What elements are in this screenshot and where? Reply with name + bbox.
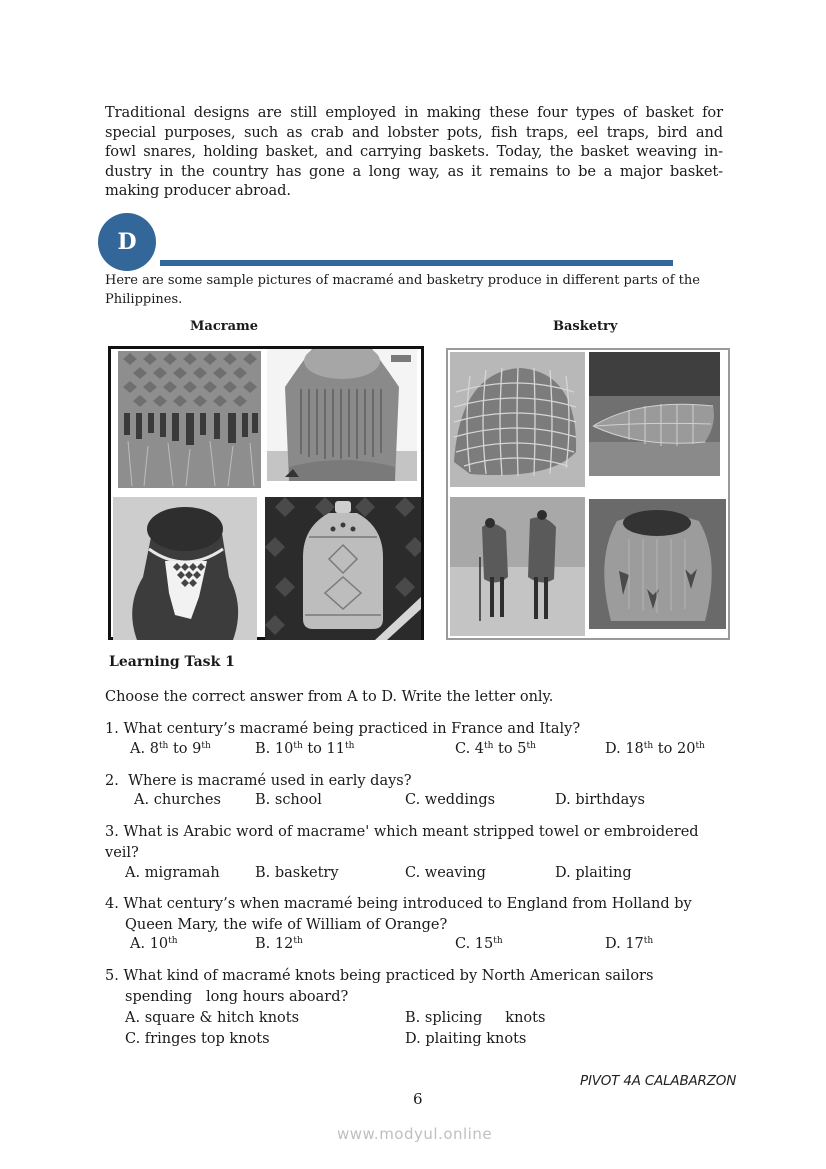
question-2 [105, 771, 412, 792]
option-d [555, 792, 645, 808]
paragraph-line: fowl snares, holding basket, and carrying baskets. Today, the basket weaving in- [105, 143, 723, 161]
ordinal-suffix: th [344, 741, 355, 751]
section-intro: Here are some sample pictures of macramé and basketry produce in different parts of the Philippines. [105, 273, 700, 307]
section-letter-badge [98, 213, 156, 271]
basketry-trap-image [589, 352, 720, 476]
ordinal-suffix: th [643, 936, 654, 946]
option-b [255, 936, 303, 952]
question-1 [105, 719, 580, 740]
option-text: school [274, 792, 322, 808]
option-text: birthdays [575, 792, 645, 808]
option-letter: D. [405, 1031, 421, 1047]
option-b [255, 741, 354, 757]
option-d [605, 936, 653, 952]
paragraph-line: special purposes, such as crab and lobster pots, fish traps, eel traps, bird and [105, 123, 723, 141]
option-text: 15 [474, 936, 494, 952]
option-letter: A. [134, 792, 154, 808]
basketry-dome-image [450, 352, 585, 487]
option-d [405, 1031, 526, 1047]
option-letter: D. [555, 792, 576, 808]
question-text-cont: veil? [105, 845, 139, 861]
question-text-cont: Queen Mary, the wife of William of Orange? [125, 917, 448, 933]
paragraph-line: dustry in the country has gone a long way, as it remains to be a major basket- [105, 162, 723, 180]
option-text: 17 [625, 936, 644, 952]
ordinal-suffix: th [526, 741, 536, 751]
task-instruction: Choose the correct answer from A to D. Write the letter only. [105, 689, 554, 705]
question-number: 2. [105, 773, 119, 789]
option-text: plaiting [575, 865, 632, 881]
paragraph-line: making producer abroad. [105, 182, 291, 200]
question-4 [105, 894, 692, 936]
option-letter: B. [255, 865, 275, 881]
option-a [134, 792, 221, 808]
ordinal-suffix: th [158, 741, 169, 751]
option-text: weddings [424, 792, 496, 808]
question-number: 1. [105, 721, 119, 737]
option-letter: C. [405, 792, 425, 808]
option-c [455, 936, 503, 952]
option-letter: A. [125, 1010, 141, 1026]
option-text: 18 [625, 741, 644, 757]
basketry-photo-pot [589, 499, 726, 629]
basketry-photo-dome [450, 352, 585, 487]
learning-task-title: Learning Task 1 [109, 654, 235, 670]
ordinal-suffix: th [484, 741, 494, 751]
option-b [255, 792, 322, 808]
option-text: to 11 [302, 741, 345, 757]
question-3 [105, 822, 699, 864]
option-text: 8 [149, 741, 159, 757]
option-letter: B. [405, 1010, 421, 1026]
macrame-top-image [267, 349, 417, 481]
option-text: 4 [474, 741, 485, 757]
option-text: square & hitch knots [144, 1010, 300, 1026]
option-text: 12 [274, 936, 294, 952]
option-text: 10 [274, 741, 294, 757]
basketry-carriers-image [450, 497, 585, 636]
option-c [405, 792, 495, 808]
option-letter: B. [255, 741, 275, 757]
option-c [405, 865, 486, 881]
option-text: to 9 [168, 741, 202, 757]
question-number: 3. [105, 824, 119, 840]
watermark-link[interactable]: www.modyul.online [337, 1125, 493, 1143]
paragraph-line: Traditional designs are still employed in making these four types of basket for [105, 104, 723, 121]
option-text: splicing knots [424, 1010, 546, 1026]
footer-brand: PIVOT 4A CALABARZON [580, 1073, 737, 1089]
macrame-collage [108, 346, 424, 640]
option-c [455, 741, 536, 757]
question-number: 5. [105, 968, 119, 984]
option-text: fringes top knots [144, 1031, 270, 1047]
option-letter: A. [130, 936, 150, 952]
option-a [125, 1010, 299, 1026]
macrame-headband-image [113, 497, 257, 640]
ordinal-suffix: th [493, 936, 503, 946]
ordinal-suffix: th [643, 741, 654, 751]
intro-paragraph [105, 103, 723, 201]
question-text: What century’s macramé being practiced in France and Italy? [123, 721, 581, 737]
question-number: 4. [105, 896, 119, 912]
macrame-photo-bottle [265, 497, 421, 640]
macrame-photo-fringe [118, 351, 261, 488]
option-text: migramah [144, 865, 220, 881]
basketry-collage [446, 348, 730, 640]
option-letter: C. [405, 865, 425, 881]
macrame-bottle-image [265, 497, 421, 640]
basketry-label: Basketry [553, 319, 618, 334]
option-a [130, 741, 211, 757]
basketry-photo-carriers [450, 497, 585, 636]
option-text: 10 [149, 936, 169, 952]
option-letter: B. [255, 792, 275, 808]
question-text: What is Arabic word of macrame' which meant stripped towel or embroidered [123, 824, 699, 840]
option-text: plaiting knots [425, 1031, 527, 1047]
ordinal-suffix: th [201, 741, 211, 751]
question-5 [105, 966, 653, 1008]
option-c [125, 1031, 270, 1047]
page-number: 6 [413, 1090, 423, 1108]
option-a [130, 936, 178, 952]
section-letter: D [117, 229, 137, 255]
question-text: Where is macramé used in early days? [128, 773, 412, 789]
option-text: basketry [274, 865, 339, 881]
option-b [255, 865, 339, 881]
option-text: churches [153, 792, 221, 808]
question-text: What kind of macramé knots being practiced by North American sailors [123, 968, 654, 984]
macrame-fringe-image [118, 351, 261, 488]
basketry-photo-trap [589, 352, 720, 476]
option-letter: A. [125, 865, 145, 881]
option-letter: D. [605, 936, 626, 952]
option-letter: A. [130, 741, 150, 757]
ordinal-suffix: th [293, 741, 303, 751]
option-a [125, 865, 220, 881]
option-text: weaving [424, 865, 486, 881]
option-d [555, 865, 632, 881]
option-letter: D. [605, 741, 626, 757]
question-text-cont: spending long hours aboard? [125, 989, 349, 1005]
section-divider [160, 260, 673, 266]
question-text: What century’s when macramé being introduced to England from Holland by [123, 896, 692, 912]
option-letter: B. [255, 936, 275, 952]
macrame-photo-top [267, 349, 417, 481]
ordinal-suffix: th [293, 936, 303, 946]
option-d [605, 741, 705, 757]
macrame-photo-headband [113, 497, 257, 640]
option-b [405, 1010, 545, 1026]
option-letter: C. [125, 1031, 141, 1047]
ordinal-suffix: th [695, 741, 705, 751]
basketry-pot-image [589, 499, 726, 629]
option-text: to 5 [493, 741, 527, 757]
option-text: to 20 [653, 741, 696, 757]
option-letter: D. [555, 865, 576, 881]
option-letter: C. [455, 936, 475, 952]
macrame-label: Macrame [190, 319, 259, 334]
ordinal-suffix: th [168, 936, 178, 946]
option-letter: C. [455, 741, 475, 757]
